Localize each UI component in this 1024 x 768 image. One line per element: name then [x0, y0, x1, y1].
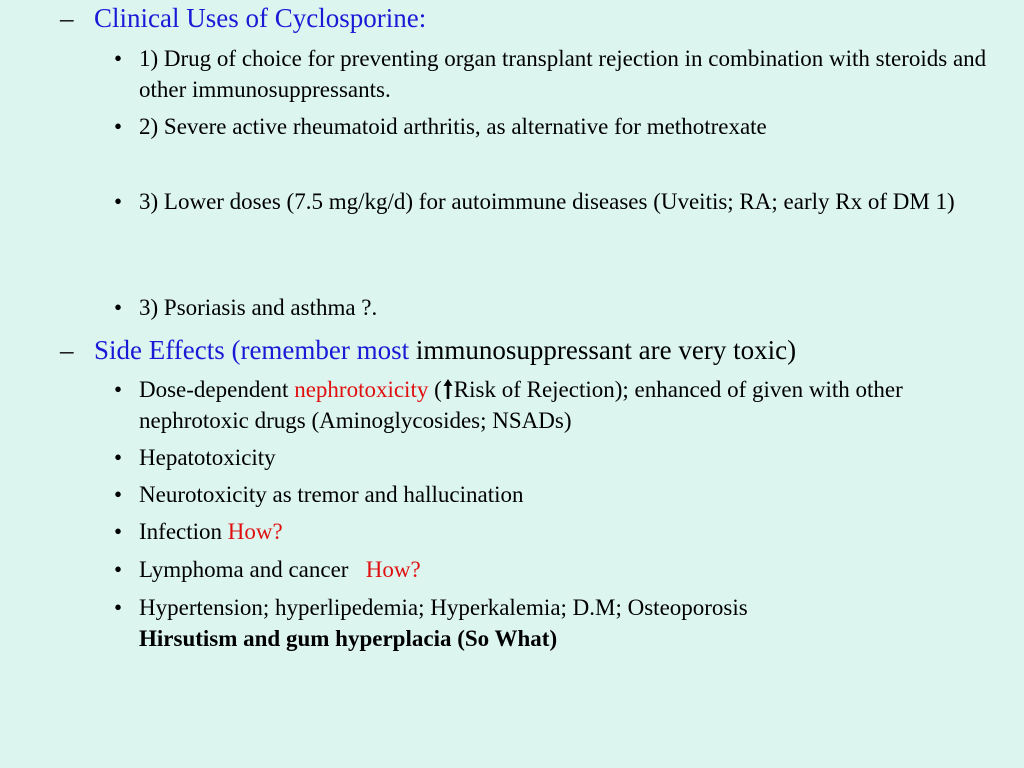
list-item-infection	[114, 516, 1004, 547]
bullet-dot: •	[114, 377, 123, 402]
list-item-hypertension	[114, 592, 1004, 654]
nephro-suffix: Risk of Rejection); enhanced of given with other nephrotoxic drugs (Aminoglycosides; NSADs)	[139, 377, 903, 433]
lymphoma-text: Lymphoma and cancer	[139, 557, 366, 582]
nephro-red: nephrotoxicity	[294, 377, 429, 402]
bullet-dot: •	[114, 482, 123, 507]
heading-clinical-uses	[60, 2, 426, 34]
hirsutism-line: Hirsutism and gum hyperplacia (So What)	[139, 626, 558, 651]
list-item-clinical-1	[114, 43, 1004, 105]
infection-how: How?	[227, 519, 283, 544]
list-item-text	[139, 592, 1004, 654]
heading-side-effects	[60, 334, 796, 366]
list-item-clinical-2	[114, 111, 1004, 142]
nephro-open-paren: (	[428, 377, 442, 402]
bullet-dot: •	[114, 295, 123, 320]
bullet-dot: •	[114, 557, 123, 582]
list-item-text	[139, 554, 1004, 585]
bullet-dot: •	[114, 114, 123, 139]
heading-clinical-text: Clinical Uses of Cyclosporine:	[94, 3, 427, 33]
list-item-text: Hepatotoxicity	[139, 445, 276, 470]
list-item-hepatotoxicity	[114, 442, 1004, 473]
list-item-text	[139, 374, 1004, 436]
list-item-clinical-4	[114, 292, 1004, 323]
bullet-dot: •	[114, 445, 123, 470]
nephro-prefix: Dose-dependent	[139, 377, 295, 402]
lymphoma-how: How?	[365, 557, 421, 582]
list-item-lymphoma	[114, 554, 1004, 585]
hypertension-line: Hypertension; hyperlipedemia; Hyperkalemia; D.M; Osteoporosis	[139, 595, 748, 620]
list-item-text: 2) Severe active rheumatoid arthritis, as alternative for methotrexate	[139, 114, 767, 139]
list-item-neurotoxicity	[114, 479, 1004, 510]
bullet-dot: •	[114, 46, 123, 71]
list-item-text	[139, 516, 1004, 547]
dash-marker: –	[60, 3, 74, 33]
list-item-text: 3) Lower doses (7.5 mg/kg/d) for autoimmune diseases (Uveitis; RA; early Rx of DM 1)	[139, 189, 955, 214]
list-item-text: 3) Psoriasis and asthma ?.	[139, 295, 378, 320]
up-arrow-icon	[443, 379, 453, 399]
list-item-nephrotoxicity	[114, 374, 1004, 436]
heading-side-effects-black: immunosuppressant are very toxic)	[409, 335, 797, 365]
bullet-dot: •	[114, 189, 123, 214]
dash-marker: –	[60, 335, 74, 365]
list-item-text: Neurotoxicity as tremor and hallucination	[139, 482, 524, 507]
heading-side-effects-blue: Side Effects (remember most	[94, 335, 410, 365]
bullet-dot: •	[114, 519, 123, 544]
infection-text: Infection	[139, 519, 228, 544]
list-item-text: 1) Drug of choice for preventing organ transplant rejection in combination with steroids and other immunosuppressants.	[139, 46, 987, 102]
list-item-clinical-3	[114, 186, 1004, 217]
bullet-dot: •	[114, 595, 123, 620]
